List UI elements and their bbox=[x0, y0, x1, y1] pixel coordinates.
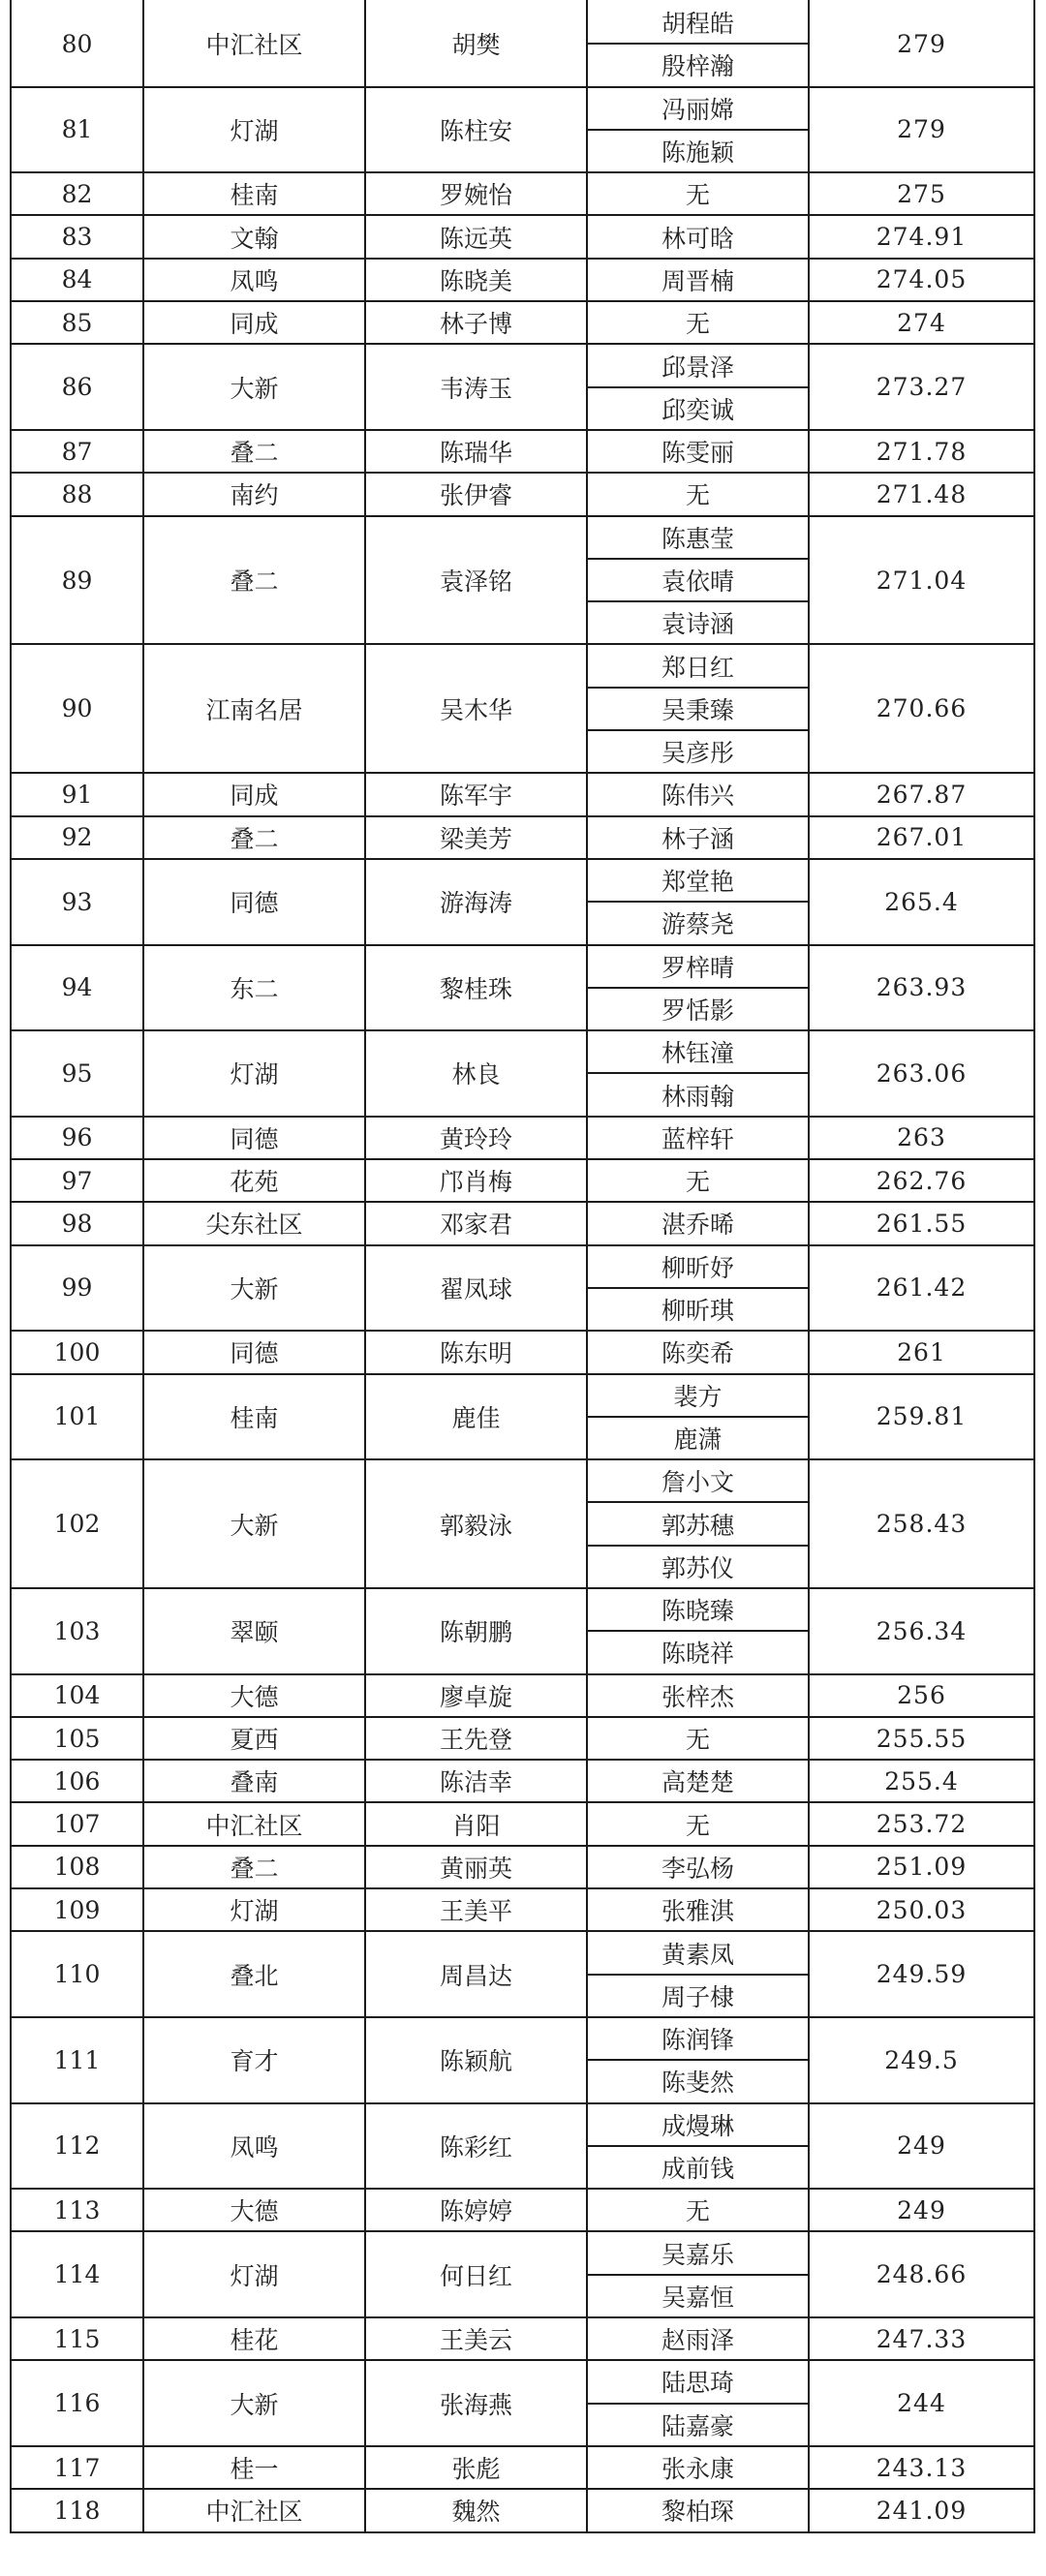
table-row bbox=[11, 1846, 1034, 1888]
score-cell: 275 bbox=[809, 172, 1034, 215]
table-row bbox=[11, 1202, 1034, 1244]
community-cell: 文翰 bbox=[143, 215, 365, 258]
row-number-cell: 84 bbox=[11, 259, 143, 301]
score-cell: 263.06 bbox=[809, 1030, 1034, 1117]
table-row bbox=[11, 215, 1034, 258]
score-cell: 271.48 bbox=[809, 473, 1034, 515]
community-cell: 同德 bbox=[143, 1331, 365, 1373]
child-name-cell: 湛乔晞 bbox=[587, 1202, 809, 1244]
score-cell: 249.59 bbox=[809, 1931, 1034, 2017]
table-row bbox=[11, 1888, 1034, 1931]
table-row bbox=[11, 172, 1034, 215]
row-number-cell: 93 bbox=[11, 859, 143, 945]
parent-name-cell: 陈东明 bbox=[365, 1331, 587, 1373]
score-cell: 250.03 bbox=[809, 1888, 1034, 1931]
child-name-cell: 陈润锋 bbox=[587, 2017, 809, 2060]
parent-name-cell: 郭毅泳 bbox=[365, 1459, 587, 1588]
table-row bbox=[11, 1717, 1034, 1760]
community-cell: 大新 bbox=[143, 344, 365, 430]
score-cell: 258.43 bbox=[809, 1459, 1034, 1588]
child-name-cell: 裴方 bbox=[587, 1374, 809, 1417]
table-row bbox=[11, 1117, 1034, 1159]
community-cell: 凤鸣 bbox=[143, 2103, 365, 2190]
child-name-cell: 李弘杨 bbox=[587, 1846, 809, 1888]
child-name-cell: 鹿潇 bbox=[587, 1417, 809, 1459]
parent-name-cell: 肖阳 bbox=[365, 1802, 587, 1845]
child-name-cell: 周子棣 bbox=[587, 1975, 809, 2017]
parent-name-cell: 林良 bbox=[365, 1030, 587, 1117]
parent-name-cell: 游海涛 bbox=[365, 859, 587, 945]
child-name-cell: 陈斐然 bbox=[587, 2060, 809, 2102]
row-number-cell: 94 bbox=[11, 945, 143, 1031]
row-number-cell: 110 bbox=[11, 1931, 143, 2017]
child-name-cell: 柳昕妤 bbox=[587, 1245, 809, 1288]
community-cell: 桂一 bbox=[143, 2446, 365, 2489]
community-cell: 花苑 bbox=[143, 1159, 365, 1202]
score-cell: 244 bbox=[809, 2360, 1034, 2446]
score-cell: 273.27 bbox=[809, 344, 1034, 430]
child-name-cell: 郭苏穗 bbox=[587, 1502, 809, 1545]
row-number-cell: 109 bbox=[11, 1888, 143, 1931]
table-row bbox=[11, 2489, 1034, 2531]
row-number-cell: 100 bbox=[11, 1331, 143, 1373]
row-number-cell: 96 bbox=[11, 1117, 143, 1159]
row-number-cell: 98 bbox=[11, 1202, 143, 1244]
row-number-cell: 108 bbox=[11, 1846, 143, 1888]
child-name-cell: 郭苏仪 bbox=[587, 1546, 809, 1588]
child-name-cell: 游蔡尧 bbox=[587, 902, 809, 944]
child-name-cell: 胡程皓 bbox=[587, 1, 809, 44]
row-number-cell: 87 bbox=[11, 430, 143, 473]
community-cell: 中汇社区 bbox=[143, 1802, 365, 1845]
community-cell: 大新 bbox=[143, 1245, 365, 1332]
score-cell: 270.66 bbox=[809, 644, 1034, 773]
row-number-cell: 83 bbox=[11, 215, 143, 258]
parent-name-cell: 邓家君 bbox=[365, 1202, 587, 1244]
child-name-cell: 林可晗 bbox=[587, 215, 809, 258]
score-cell: 274.91 bbox=[809, 215, 1034, 258]
table-row bbox=[11, 1245, 1034, 1288]
community-cell: 叠北 bbox=[143, 1931, 365, 2017]
community-cell: 叠二 bbox=[143, 430, 365, 473]
table-row bbox=[11, 2317, 1034, 2360]
table-row bbox=[11, 2446, 1034, 2489]
score-cell: 262.76 bbox=[809, 1159, 1034, 1202]
score-cell: 279 bbox=[809, 1, 1034, 87]
row-number-cell: 91 bbox=[11, 773, 143, 815]
table-body bbox=[11, 1, 1034, 2532]
parent-name-cell: 翟凤球 bbox=[365, 1245, 587, 1332]
parent-name-cell: 陈军宇 bbox=[365, 773, 587, 815]
parent-name-cell: 张海燕 bbox=[365, 2360, 587, 2446]
row-number-cell: 88 bbox=[11, 473, 143, 515]
community-cell: 尖东社区 bbox=[143, 1202, 365, 1244]
community-cell: 大新 bbox=[143, 2360, 365, 2446]
table-row bbox=[11, 1, 1034, 44]
table-row bbox=[11, 1374, 1034, 1417]
score-cell: 261.55 bbox=[809, 1202, 1034, 1244]
score-cell: 241.09 bbox=[809, 2489, 1034, 2531]
row-number-cell: 112 bbox=[11, 2103, 143, 2190]
community-cell: 大德 bbox=[143, 1674, 365, 1717]
score-cell: 256 bbox=[809, 1674, 1034, 1717]
child-name-cell: 陈惠莹 bbox=[587, 516, 809, 559]
parent-name-cell: 何日红 bbox=[365, 2231, 587, 2317]
child-name-cell: 张梓杰 bbox=[587, 1674, 809, 1717]
parent-name-cell: 韦涛玉 bbox=[365, 344, 587, 430]
community-cell: 凤鸣 bbox=[143, 259, 365, 301]
row-number-cell: 104 bbox=[11, 1674, 143, 1717]
community-cell: 灯湖 bbox=[143, 87, 365, 173]
table-row bbox=[11, 430, 1034, 473]
child-name-cell: 无 bbox=[587, 301, 809, 344]
child-name-cell: 陈雯丽 bbox=[587, 430, 809, 473]
child-name-cell: 成前钱 bbox=[587, 2146, 809, 2189]
community-cell: 中汇社区 bbox=[143, 1, 365, 87]
row-number-cell: 102 bbox=[11, 1459, 143, 1588]
score-cell: 253.72 bbox=[809, 1802, 1034, 1845]
child-name-cell: 黎柏琛 bbox=[587, 2489, 809, 2531]
row-number-cell: 106 bbox=[11, 1760, 143, 1802]
table-row bbox=[11, 1760, 1034, 1802]
score-cell: 248.66 bbox=[809, 2231, 1034, 2317]
parent-name-cell: 袁泽铭 bbox=[365, 516, 587, 645]
community-cell: 桂花 bbox=[143, 2317, 365, 2360]
parent-name-cell: 张彪 bbox=[365, 2446, 587, 2489]
child-name-cell: 张永康 bbox=[587, 2446, 809, 2489]
row-number-cell: 118 bbox=[11, 2489, 143, 2531]
parent-name-cell: 陈远英 bbox=[365, 215, 587, 258]
parent-name-cell: 陈瑞华 bbox=[365, 430, 587, 473]
community-cell: 同德 bbox=[143, 1117, 365, 1159]
parent-name-cell: 陈柱安 bbox=[365, 87, 587, 173]
child-name-cell: 郑日红 bbox=[587, 644, 809, 687]
row-number-cell: 82 bbox=[11, 172, 143, 215]
parent-name-cell: 廖卓旋 bbox=[365, 1674, 587, 1717]
child-name-cell: 邱景泽 bbox=[587, 344, 809, 386]
table-row bbox=[11, 516, 1034, 559]
score-cell: 263.93 bbox=[809, 945, 1034, 1031]
table-row bbox=[11, 259, 1034, 301]
score-cell: 267.01 bbox=[809, 816, 1034, 859]
table-row bbox=[11, 2103, 1034, 2146]
row-number-cell: 115 bbox=[11, 2317, 143, 2360]
parent-name-cell: 黎桂珠 bbox=[365, 945, 587, 1031]
row-number-cell: 111 bbox=[11, 2017, 143, 2103]
child-name-cell: 赵雨泽 bbox=[587, 2317, 809, 2360]
table-row bbox=[11, 644, 1034, 687]
community-cell: 桂南 bbox=[143, 1374, 365, 1460]
table-row bbox=[11, 1030, 1034, 1073]
parent-name-cell: 陈彩红 bbox=[365, 2103, 587, 2190]
parent-name-cell: 罗婉怡 bbox=[365, 172, 587, 215]
row-number-cell: 85 bbox=[11, 301, 143, 344]
community-cell: 叠南 bbox=[143, 1760, 365, 1802]
table-row bbox=[11, 1588, 1034, 1631]
row-number-cell: 117 bbox=[11, 2446, 143, 2489]
table-row bbox=[11, 1459, 1034, 1502]
table-row bbox=[11, 473, 1034, 515]
community-cell: 叠二 bbox=[143, 816, 365, 859]
parent-name-cell: 张伊睿 bbox=[365, 473, 587, 515]
score-cell: 265.4 bbox=[809, 859, 1034, 945]
child-name-cell: 无 bbox=[587, 1159, 809, 1202]
child-name-cell: 邱奕诚 bbox=[587, 387, 809, 430]
row-number-cell: 97 bbox=[11, 1159, 143, 1202]
child-name-cell: 吴嘉乐 bbox=[587, 2231, 809, 2274]
child-name-cell: 林钰潼 bbox=[587, 1030, 809, 1073]
table-row bbox=[11, 2189, 1034, 2231]
parent-name-cell: 王美平 bbox=[365, 1888, 587, 1931]
score-cell: 249.5 bbox=[809, 2017, 1034, 2103]
parent-name-cell: 陈朝鹏 bbox=[365, 1588, 587, 1674]
community-cell: 同成 bbox=[143, 773, 365, 815]
row-number-cell: 103 bbox=[11, 1588, 143, 1674]
community-cell: 叠二 bbox=[143, 516, 365, 645]
parent-name-cell: 林子博 bbox=[365, 301, 587, 344]
child-name-cell: 蓝梓轩 bbox=[587, 1117, 809, 1159]
parent-name-cell: 魏然 bbox=[365, 2489, 587, 2531]
child-name-cell: 陆思琦 bbox=[587, 2360, 809, 2403]
score-cell: 251.09 bbox=[809, 1846, 1034, 1888]
parent-name-cell: 陈婷婷 bbox=[365, 2189, 587, 2231]
child-name-cell: 吴嘉恒 bbox=[587, 2275, 809, 2317]
score-cell: 247.33 bbox=[809, 2317, 1034, 2360]
child-name-cell: 成熳琳 bbox=[587, 2103, 809, 2146]
child-name-cell: 林雨翰 bbox=[587, 1073, 809, 1116]
row-number-cell: 86 bbox=[11, 344, 143, 430]
parent-name-cell: 吴木华 bbox=[365, 644, 587, 773]
table-row bbox=[11, 1802, 1034, 1845]
score-cell: 267.87 bbox=[809, 773, 1034, 815]
score-cell: 249 bbox=[809, 2189, 1034, 2231]
community-cell: 育才 bbox=[143, 2017, 365, 2103]
row-number-cell: 90 bbox=[11, 644, 143, 773]
row-number-cell: 99 bbox=[11, 1245, 143, 1332]
score-cell: 274 bbox=[809, 301, 1034, 344]
child-name-cell: 陈施颖 bbox=[587, 130, 809, 172]
row-number-cell: 81 bbox=[11, 87, 143, 173]
child-name-cell: 吴彦彤 bbox=[587, 730, 809, 773]
row-number-cell: 92 bbox=[11, 816, 143, 859]
community-cell: 江南名居 bbox=[143, 644, 365, 773]
parent-name-cell: 王先登 bbox=[365, 1717, 587, 1760]
community-cell: 中汇社区 bbox=[143, 2489, 365, 2531]
parent-name-cell: 王美云 bbox=[365, 2317, 587, 2360]
row-number-cell: 101 bbox=[11, 1374, 143, 1460]
table-row bbox=[11, 2360, 1034, 2403]
score-cell: 271.78 bbox=[809, 430, 1034, 473]
community-cell: 桂南 bbox=[143, 172, 365, 215]
child-name-cell: 陈晓臻 bbox=[587, 1588, 809, 1631]
score-cell: 279 bbox=[809, 87, 1034, 173]
community-cell: 大德 bbox=[143, 2189, 365, 2231]
table-row bbox=[11, 1331, 1034, 1373]
score-cell: 263 bbox=[809, 1117, 1034, 1159]
score-cell: 243.13 bbox=[809, 2446, 1034, 2489]
row-number-cell: 116 bbox=[11, 2360, 143, 2446]
child-name-cell: 陈伟兴 bbox=[587, 773, 809, 815]
child-name-cell: 无 bbox=[587, 1717, 809, 1760]
row-number-cell: 89 bbox=[11, 516, 143, 645]
table-row bbox=[11, 773, 1034, 815]
child-name-cell: 詹小文 bbox=[587, 1459, 809, 1502]
community-cell: 翠颐 bbox=[143, 1588, 365, 1674]
child-name-cell: 袁诗涵 bbox=[587, 601, 809, 644]
parent-name-cell: 陈晓美 bbox=[365, 259, 587, 301]
row-number-cell: 105 bbox=[11, 1717, 143, 1760]
score-cell: 256.34 bbox=[809, 1588, 1034, 1674]
community-cell: 东二 bbox=[143, 945, 365, 1031]
child-name-cell: 黄素凤 bbox=[587, 1931, 809, 1974]
row-number-cell: 107 bbox=[11, 1802, 143, 1845]
child-name-cell: 陈奕希 bbox=[587, 1331, 809, 1373]
child-name-cell: 林子涵 bbox=[587, 816, 809, 859]
child-name-cell: 陈晓祥 bbox=[587, 1631, 809, 1673]
child-name-cell: 高楚楚 bbox=[587, 1760, 809, 1802]
child-name-cell: 周晋楠 bbox=[587, 259, 809, 301]
child-name-cell: 陆嘉豪 bbox=[587, 2404, 809, 2446]
score-cell: 249 bbox=[809, 2103, 1034, 2190]
table-row bbox=[11, 816, 1034, 859]
parent-name-cell: 黄玲玲 bbox=[365, 1117, 587, 1159]
child-name-cell: 冯丽嫦 bbox=[587, 87, 809, 130]
community-cell: 夏西 bbox=[143, 1717, 365, 1760]
child-name-cell: 罗梓晴 bbox=[587, 945, 809, 988]
row-number-cell: 114 bbox=[11, 2231, 143, 2317]
ranking-table bbox=[10, 0, 1035, 2533]
community-cell: 灯湖 bbox=[143, 1888, 365, 1931]
table-row bbox=[11, 2017, 1034, 2060]
row-number-cell: 95 bbox=[11, 1030, 143, 1117]
score-cell: 261 bbox=[809, 1331, 1034, 1373]
score-cell: 259.81 bbox=[809, 1374, 1034, 1460]
table-row bbox=[11, 859, 1034, 902]
table-row bbox=[11, 87, 1034, 130]
child-name-cell: 无 bbox=[587, 172, 809, 215]
score-cell: 255.4 bbox=[809, 1760, 1034, 1802]
parent-name-cell: 周昌达 bbox=[365, 1931, 587, 2017]
community-cell: 叠二 bbox=[143, 1846, 365, 1888]
parent-name-cell: 梁美芳 bbox=[365, 816, 587, 859]
table-row bbox=[11, 2231, 1034, 2274]
child-name-cell: 柳昕琪 bbox=[587, 1288, 809, 1331]
child-name-cell: 袁依晴 bbox=[587, 559, 809, 601]
child-name-cell: 殷梓瀚 bbox=[587, 44, 809, 86]
child-name-cell: 无 bbox=[587, 2189, 809, 2231]
child-name-cell: 吴秉臻 bbox=[587, 688, 809, 730]
table-row bbox=[11, 945, 1034, 988]
child-name-cell: 郑堂艳 bbox=[587, 859, 809, 902]
parent-name-cell: 黄丽英 bbox=[365, 1846, 587, 1888]
child-name-cell: 张雅淇 bbox=[587, 1888, 809, 1931]
parent-name-cell: 鹿佳 bbox=[365, 1374, 587, 1460]
score-cell: 274.05 bbox=[809, 259, 1034, 301]
community-cell: 大新 bbox=[143, 1459, 365, 1588]
table-row bbox=[11, 1674, 1034, 1717]
parent-name-cell: 陈颖航 bbox=[365, 2017, 587, 2103]
score-cell: 261.42 bbox=[809, 1245, 1034, 1332]
parent-name-cell: 陈洁幸 bbox=[365, 1760, 587, 1802]
score-cell: 271.04 bbox=[809, 516, 1034, 645]
parent-name-cell: 邝肖梅 bbox=[365, 1159, 587, 1202]
row-number-cell: 80 bbox=[11, 1, 143, 87]
row-number-cell: 113 bbox=[11, 2189, 143, 2231]
community-cell: 灯湖 bbox=[143, 2231, 365, 2317]
table-row bbox=[11, 1931, 1034, 1974]
table-row bbox=[11, 301, 1034, 344]
community-cell: 同德 bbox=[143, 859, 365, 945]
community-cell: 同成 bbox=[143, 301, 365, 344]
child-name-cell: 罗恬影 bbox=[587, 988, 809, 1030]
community-cell: 灯湖 bbox=[143, 1030, 365, 1117]
child-name-cell: 无 bbox=[587, 1802, 809, 1845]
community-cell: 南约 bbox=[143, 473, 365, 515]
score-cell: 255.55 bbox=[809, 1717, 1034, 1760]
table-row bbox=[11, 344, 1034, 386]
table-row bbox=[11, 1159, 1034, 1202]
parent-name-cell: 胡樊 bbox=[365, 1, 587, 87]
child-name-cell: 无 bbox=[587, 473, 809, 515]
